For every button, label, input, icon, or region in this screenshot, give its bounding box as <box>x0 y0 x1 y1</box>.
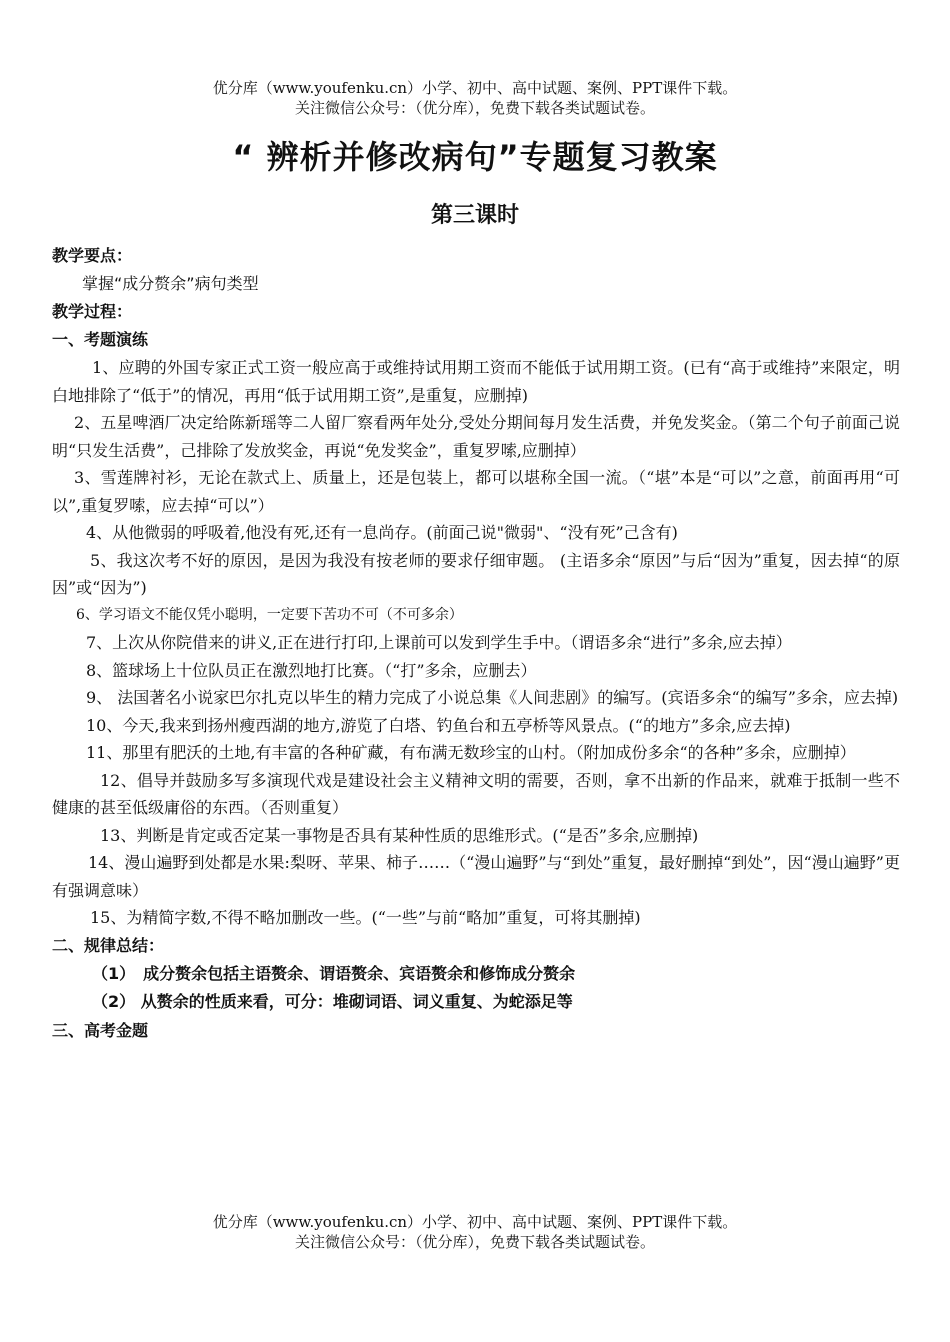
exercise-item: 3、雪莲牌衬衫，无论在款式上、质量上，还是包装上，都可以堪称全国一流。（“堪”本是“可以”之意，前面再用“可以”,重复罗嗦，应去掉“可以”） <box>52 468 900 515</box>
exercise-item: 15、为精简字数,不得不略加删改一些。(“一些”与前“略加”重复，可将其删掉) <box>90 908 641 927</box>
header-line-2: 关注微信公众号：（优分库），免费下载各类试题试卷。 <box>294 99 655 117</box>
exercise-item: 2、五星啤酒厂决定给陈新瑶等二人留厂察看两年处分,受处分期间每月发生活费，并免发奖金。（第二个句子前面己说明“只发生活费”，己排除了发放奖金，再说“免发奖金”，重复罗嗦,应删掉） <box>52 413 900 460</box>
section-1-heading: 一、考题演练 <box>52 330 149 349</box>
exercise-item: 9、 法国著名小说家巴尔扎克以毕生的精力完成了小说总集《人间悲剧》的编写。(宾语多余“的编写”多余，应去掉) <box>86 688 899 707</box>
page-header <box>0 78 950 118</box>
page-footer <box>0 1212 950 1252</box>
header-line-1: 优分库（www.youfenku.cn）小学、初中、高中试题、案例、PPT课件下载。 <box>212 79 738 97</box>
exercise-item: 5、我这次考不好的原因，是因为我没有按老师的要求仔细审题。 (主语多余“原因”与后“因为”重复，因去掉“的原因”或“因为”) <box>52 550 900 597</box>
exercise-item: 4、从他微弱的呼吸着,他没有死,还有一息尚存。(前面己说"微弱"、“没有死”己含有) <box>86 523 678 542</box>
document-title: “ 辨析并修改病句”专题复习教案 <box>232 138 718 176</box>
exercise-item: 12、倡导并鼓励多写多演现代戏是建设社会主义精神文明的需要，否则，拿不出新的作品来，就难于抵制一些不健康的甚至低级庸俗的东西。（否则重复） <box>52 770 900 817</box>
exercise-item: 11、那里有肥沃的土地,有丰富的各种矿藏，有布满无数珍宝的山村。（附加成份多余“的各种”多余，应删掉） <box>86 743 856 762</box>
exercise-item: 8、篮球场上十位队员正在激烈地打比赛。（“打”多余，应删去） <box>86 660 537 680</box>
exercise-item: 7、上次从你院借来的讲义,正在进行打印,上课前可以发到学生手中。（谓语多余“进行”多余,应去掉） <box>86 633 792 652</box>
process-heading: 教学过程： <box>52 302 133 321</box>
exercise-item: 13、判断是肯定或否定某一事物是否具有某种性质的思维形式。(“是否”多余,应删掉) <box>100 825 699 845</box>
rule-item: （1） 成分赘余包括主语赘余、谓语赘余、宾语赘余和修饰成分赘余 <box>92 963 576 983</box>
document-subtitle: 第三课时 <box>430 203 519 228</box>
section-2-heading: 二、规律总结： <box>52 935 165 955</box>
document-body <box>52 242 900 1045</box>
exercise-item: 10、今天,我来到扬州瘦西湖的地方,游览了白塔、钓鱼台和五亭桥等风景点。(“的地方”多余,应去掉) <box>86 715 791 735</box>
section-3-heading: 三、高考金题 <box>52 1020 149 1040</box>
footer-line-2: 关注微信公众号：（优分库），免费下载各类试题试卷。 <box>294 1233 655 1251</box>
exercise-item: 14、漫山遍野到处都是水果:梨呀、苹果、柿子……（“漫山遍野”与“到处”重复，最好删掉“到处”，因“漫山遍野”更有强调意味） <box>52 853 900 900</box>
key-points-text: 掌握“成分赘余”病句类型 <box>82 274 259 293</box>
exercise-item: 1、应聘的外国专家正式工资一般应高于或维持试用期工资而不能低于试用期工资。(已有“高于或维持”来限定，明白地排除了“低于”的情况，再用“低于试用期工资”,是重复，应删掉) <box>52 358 900 405</box>
rule-item: （2） 从赘余的性质来看，可分：堆砌词语、词义重复、为蛇添足等 <box>92 992 573 1011</box>
exercise-item: 6、学习语文不能仅凭小聪明，一定要下苦功不可（不可多余） <box>76 606 463 623</box>
footer-line-1: 优分库（www.youfenku.cn）小学、初中、高中试题、案例、PPT课件下载。 <box>212 1213 738 1231</box>
key-points-heading: 教学要点： <box>52 246 133 265</box>
